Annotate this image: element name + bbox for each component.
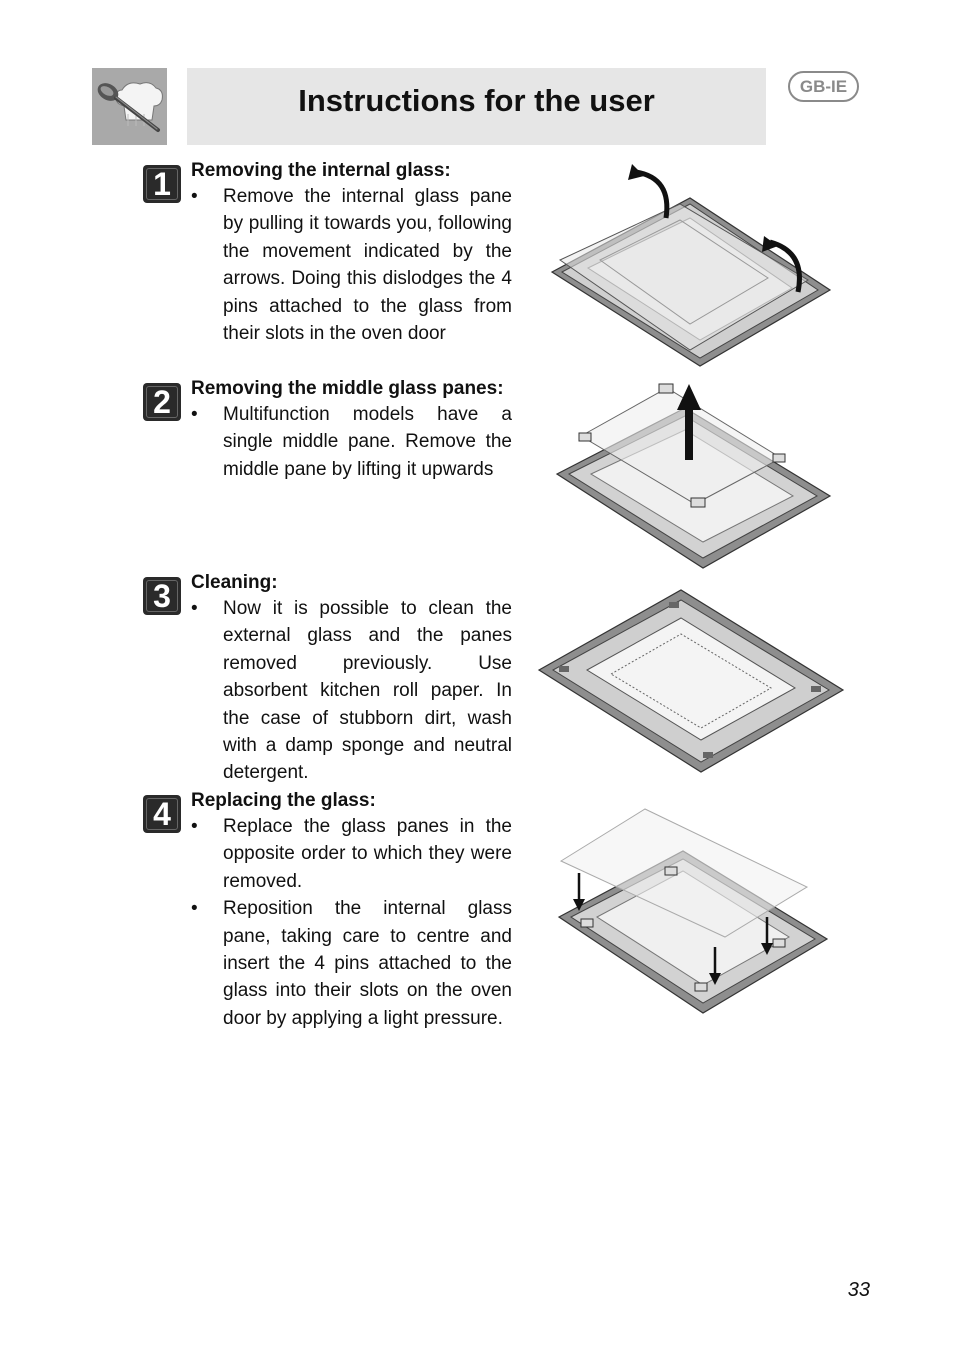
step-2-heading: Removing the middle glass panes:: [191, 378, 504, 399]
bullet-text: Multifunction models have a single middle pane. Remove the middle pane by lifting it upwards: [223, 404, 512, 480]
step-4-bullet-2: [191, 895, 512, 1032]
illustration-cleaning-door: [535, 588, 847, 773]
language-badge: GB-IE: [788, 71, 859, 102]
bullet-dot: •: [191, 404, 198, 425]
bullet-dot: •: [191, 898, 198, 920]
bullet-text: Now it is possible to clean the external glass and the panes removed previously. Use absorbent kitchen roll paper. In the case of stubborn dirt, wash with a damp sponge and neutral detergent.: [223, 598, 512, 784]
step-4-number: 4: [143, 795, 181, 833]
step-1-text: [191, 158, 512, 347]
step-1-number: 1: [143, 165, 181, 203]
step-4-text: [191, 788, 512, 1032]
illustration-remove-internal-glass: [540, 160, 840, 375]
bullet-text: Remove the internal glass pane by pulling it towards you, following the movement indicated by the arrows. Doing this dislodges the 4 pins attached to the glass from their slots in the oven door: [223, 186, 512, 345]
chef-logo: [92, 68, 167, 145]
step-3-bullet-1: [191, 595, 512, 787]
spoon-chef-hat-icon: [92, 68, 167, 145]
step-2-text: [191, 376, 512, 483]
step-2-number: 2: [143, 383, 181, 421]
illustration-remove-middle-glass: [545, 378, 840, 573]
bullet-dot: •: [191, 816, 198, 837]
step-2-bullet-1: [191, 401, 512, 483]
step-1-bullet-1: [191, 183, 512, 347]
illustration-replace-glass: [545, 805, 835, 1020]
step-3-heading: Cleaning:: [191, 572, 278, 593]
step-4-heading: Replacing the glass:: [191, 790, 376, 811]
step-3-number: 3: [143, 577, 181, 615]
bullet-dot: •: [191, 186, 198, 207]
step-1-heading: Removing the internal glass:: [191, 160, 451, 181]
step-3-text: [191, 570, 512, 787]
bullet-dot: •: [191, 598, 198, 619]
step-4-bullet-1: [191, 813, 512, 895]
bullet-text: Reposition the internal glass pane, taking care to centre and insert the 4 pins attached to the glass into their slots on the oven door by applying a light pressure.: [223, 898, 512, 1029]
page-number: 33: [847, 1279, 870, 1301]
page-title: Instructions for the user: [298, 83, 655, 118]
bullet-text: Replace the glass panes in the opposite order to which they were removed.: [223, 816, 512, 892]
